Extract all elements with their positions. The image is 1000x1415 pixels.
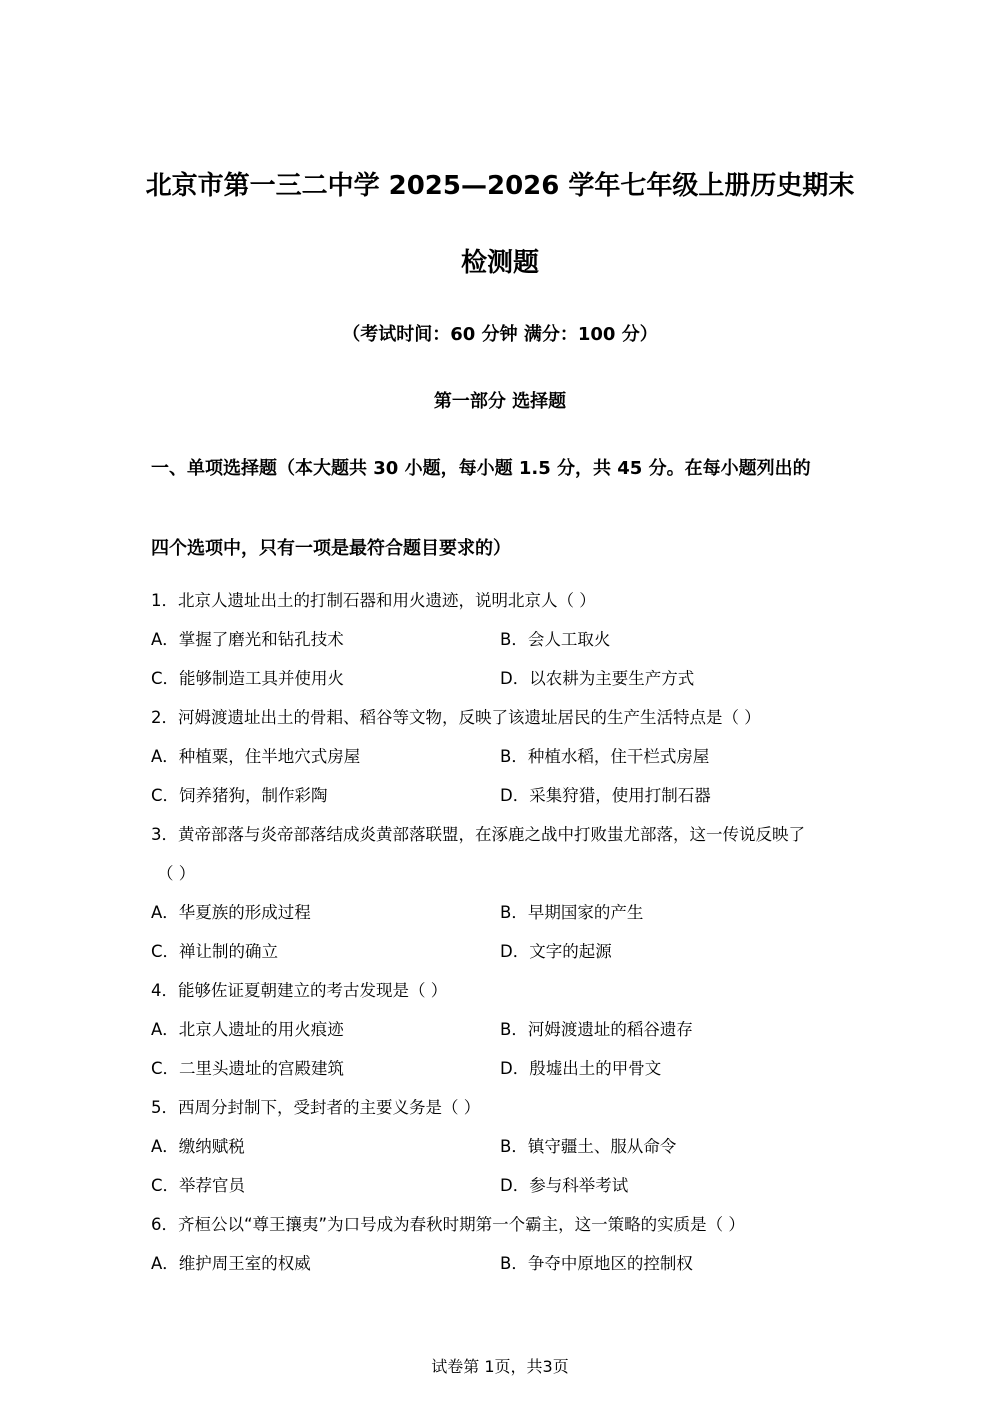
option-c: C．能够制造工具并使用火 xyxy=(151,669,345,688)
option-d: D．以农耕为主要生产方式 xyxy=(500,669,695,688)
part-title: 第一部分 选择题 xyxy=(433,391,567,412)
option-b: B．镇守疆土、服从命令 xyxy=(500,1137,677,1156)
exam-info: （考试时间：60 分钟 满分：100 分） xyxy=(342,324,658,345)
option-c: C．饲养猪狗，制作彩陶 xyxy=(151,786,328,805)
option-d: D．殷墟出土的甲骨文 xyxy=(500,1059,662,1078)
option-a: A．北京人遗址的用火痕迹 xyxy=(151,1020,344,1039)
option-c: C．举荐官员 xyxy=(151,1176,246,1195)
option-b: B．会人工取火 xyxy=(500,630,611,649)
option-b: B．早期国家的产生 xyxy=(500,903,644,922)
option-b: B．河姆渡遗址的稻谷遗存 xyxy=(500,1020,693,1039)
question-stem: 6．齐桓公以“尊王攘夷”为口号成为春秋时期第一个霸主，这一策略的实质是（ ） xyxy=(151,1215,745,1234)
exam-title-line1: 北京市第一三二中学 2025—2026 学年七年级上册历史期末 xyxy=(145,171,855,201)
option-a: A．种植粟，住半地穴式房屋 xyxy=(151,747,361,766)
option-a: A．维护周王室的权威 xyxy=(151,1254,311,1273)
option-a: A．缴纳赋税 xyxy=(151,1137,245,1156)
option-b: B．种植水稻，住干栏式房屋 xyxy=(500,747,710,766)
option-d: D．参与科举考试 xyxy=(500,1176,629,1195)
question-stem: 1．北京人遗址出土的打制石器和用火遗迹，说明北京人（ ） xyxy=(151,591,596,610)
option-c: C．二里头遗址的宫殿建筑 xyxy=(151,1059,345,1078)
option-c: C．禅让制的确立 xyxy=(151,942,279,961)
exam-title-line2: 检测题 xyxy=(460,248,539,278)
section-instructions-line1: 一、单项选择题（本大题共 30 小题，每小题 1.5 分，共 45 分。在每小题列出的 xyxy=(151,458,811,479)
option-b: B．争夺中原地区的控制权 xyxy=(500,1254,693,1273)
option-a: A．掌握了磨光和钻孔技术 xyxy=(151,630,344,649)
question-stem: 3．黄帝部落与炎帝部落结成炎黄部落联盟，在涿鹿之战中打败蚩尤部落，这一传说反映了 xyxy=(151,825,805,844)
page-footer: 试卷第 1页，共3页 xyxy=(431,1357,569,1376)
section-instructions-line2: 四个选项中，只有一项是最符合题目要求的） xyxy=(151,538,511,559)
option-d: D．采集狩猎，使用打制石器 xyxy=(500,786,711,805)
question-stem-continued: （ ） xyxy=(157,864,196,883)
option-d: D．文字的起源 xyxy=(500,942,612,961)
question-stem: 2．河姆渡遗址出土的骨耜、稻谷等文物，反映了该遗址居民的生产生活特点是（ ） xyxy=(151,708,761,727)
question-stem: 5．西周分封制下，受封者的主要义务是（ ） xyxy=(151,1098,481,1117)
option-a: A．华夏族的形成过程 xyxy=(151,903,311,922)
question-stem: 4．能够佐证夏朝建立的考古发现是（ ） xyxy=(151,981,448,1000)
